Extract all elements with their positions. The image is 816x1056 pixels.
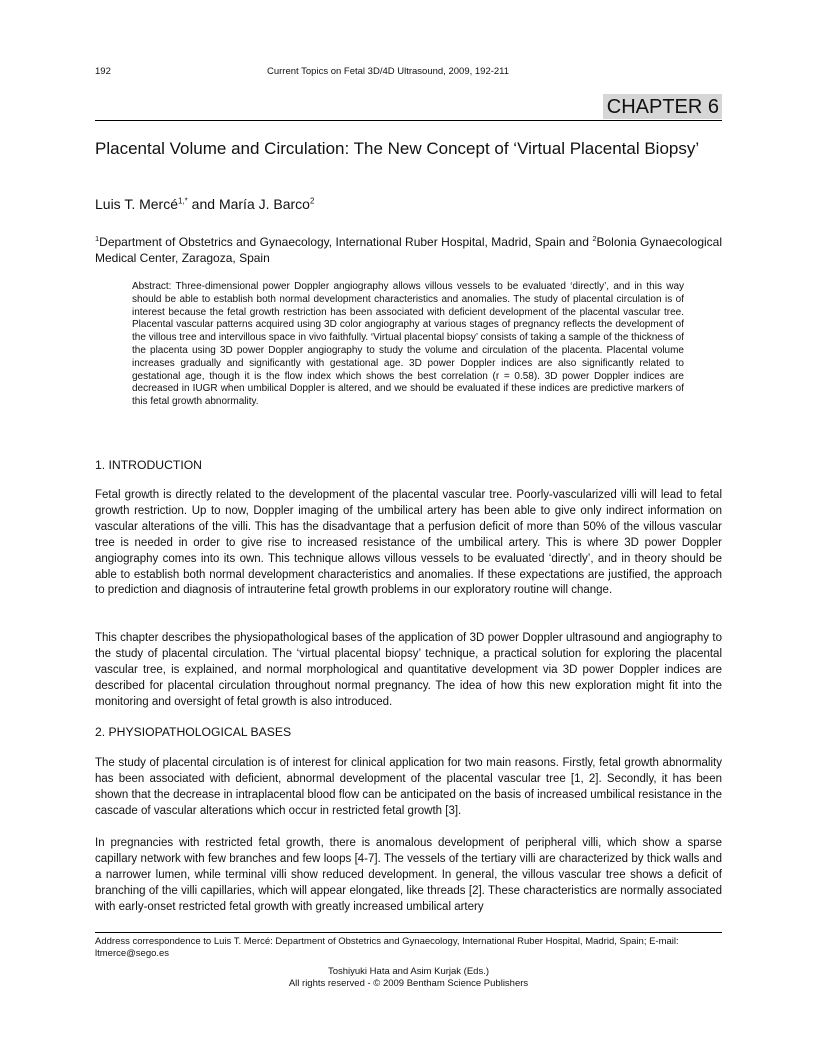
author-line: [95, 196, 314, 212]
page-number: 192: [95, 66, 111, 77]
footnote-divider: [95, 932, 722, 933]
correspondence-footnote: Address correspondence to Luis T. Mercé: Department of Obstetrics and Gynaecology, International Ruber Hospital, Madrid, Spain; E-mail: ltmerce@sego.es: [95, 936, 679, 959]
author-name: Luis T. Mercé: [95, 196, 178, 212]
body-paragraph: In pregnancies with restricted fetal growth, there is anomalous development of peripheral villi, which show a sparse capillary network with few branches and few loops [4-7]. The vessels of the tertiary villi are characterized by thick walls and a narrower lumen, while terminal villi show reduced development. In general, the villous vascular tree shows a deficit of branching of the villi capillaries, which will appear elongated, like threads [2]. These characteristics are normally associated with early-onset restricted fetal growth with greatly increased umbilical artery: [95, 837, 722, 913]
chapter-label: CHAPTER 6: [603, 94, 722, 119]
editors-line: Toshiyuki Hata and Asim Kurjak (Eds.): [327, 966, 490, 977]
author-affiliation-mark: 2: [309, 196, 315, 206]
body-paragraph: The study of placental circulation is of interest for clinical application for two main reasons. Firstly, fetal growth abnormality has been associated with deficient, abnormal development of the placental vascular tree [1, 2]. Secondly, it has been shown that the decrease in intraplacental blood flow can be anticipated on the basis of increased umbilical resistance in the cascade of vascular alterations which occur in restricted fetal growth [3].: [95, 757, 722, 817]
affiliation-text: Department of Obstetrics and Gynaecology, International Ruber Hospital, Madrid, Spain and: [99, 235, 593, 249]
affiliations: [95, 231, 722, 266]
section-heading: 1. INTRODUCTION: [95, 458, 202, 472]
author-name: María J. Barco: [218, 196, 310, 212]
abstract: Abstract: Three-dimensional power Doppler angiography allows villous vessels to be evaluated ‘directly’, and in this way should be able to establish both normal development characteristics and anomalies. The study of placental circulation is of interest because the fetal growth restriction has been associated with deficient development of the placental vascular tree. Placental vascular patterns acquired using 3D color angiography at various stages of pregnancy reflects the development of the villous tree and intervillous space in vivo faithfully. ‘Virtual placental biopsy’ consists of taking a sample of the thickness of the placenta using 3D power Doppler angiography to study the volume and circulation of the placenta. Placental volume increases gradually and significantly with gestational age. 3D power Doppler indices are also significantly related to gestational age, though it is the flow index which shows the best correlation (r = 0.58). 3D power Doppler indices are decreased in IUGR when umbilical Doppler is altered, and we should be evaluated if these indices are predictive markers of this fetal growth abnormality.: [132, 281, 684, 408]
page-footer: [95, 966, 722, 990]
author-conjunction: and: [187, 196, 219, 212]
author-affiliation-mark: 1,*: [178, 196, 188, 206]
section-heading: 2. PHYSIOPATHOLOGICAL BASES: [95, 725, 292, 739]
copyright-line: All rights reserved - © 2009 Bentham Science Publishers: [288, 978, 529, 989]
article-title: Placental Volume and Circulation: The New Concept of ‘Virtual Placental Biopsy’: [95, 139, 700, 158]
header-divider: [95, 120, 722, 121]
journal-citation: Current Topics on Fetal 3D/4D Ultrasound, 2009, 192-211: [267, 66, 510, 77]
body-paragraph: This chapter describes the physiopathological bases of the application of 3D power Doppler ultrasound and angiography to the study of placental circulation. The ‘virtual placental biopsy’ technique, a practical solution for exploring the placental vascular tree, is explained, and normal morphological and quantitative development via 3D power Doppler indices are described for placental circulation throughout normal pregnancy. The idea of how this new exploration might fit into the monitoring and oversight of fetal growth is also introduced.: [95, 632, 722, 708]
affiliation-mark: 1: [95, 234, 100, 243]
affiliation-text: Bolonia Gynaecological Medical Center, Zaragoza, Spain: [95, 235, 722, 265]
affiliation-mark: 2: [592, 234, 597, 243]
body-paragraph: Fetal growth is directly related to the development of the placental vascular tree. Poorly-vascularized villi will lead to fetal growth restriction. Up to now, Doppler imaging of the umbilical artery has been able to give only indirect information on vascular alterations of the villi. This has the disadvantage that a perfusion deficit of more than 50% of the villous vascular tree is needed in order to give rise to increased resistance of the umbilical artery. This is where 3D power Doppler angiography comes into its own. This technique allows villous vessels to be evaluated ‘directly’, and in theory should be able to establish both normal development characteristics and anomalies. If these expectations are justified, the approach to prediction and diagnosis of intrauterine fetal growth problems in our exploratory routine will change.: [95, 489, 722, 597]
